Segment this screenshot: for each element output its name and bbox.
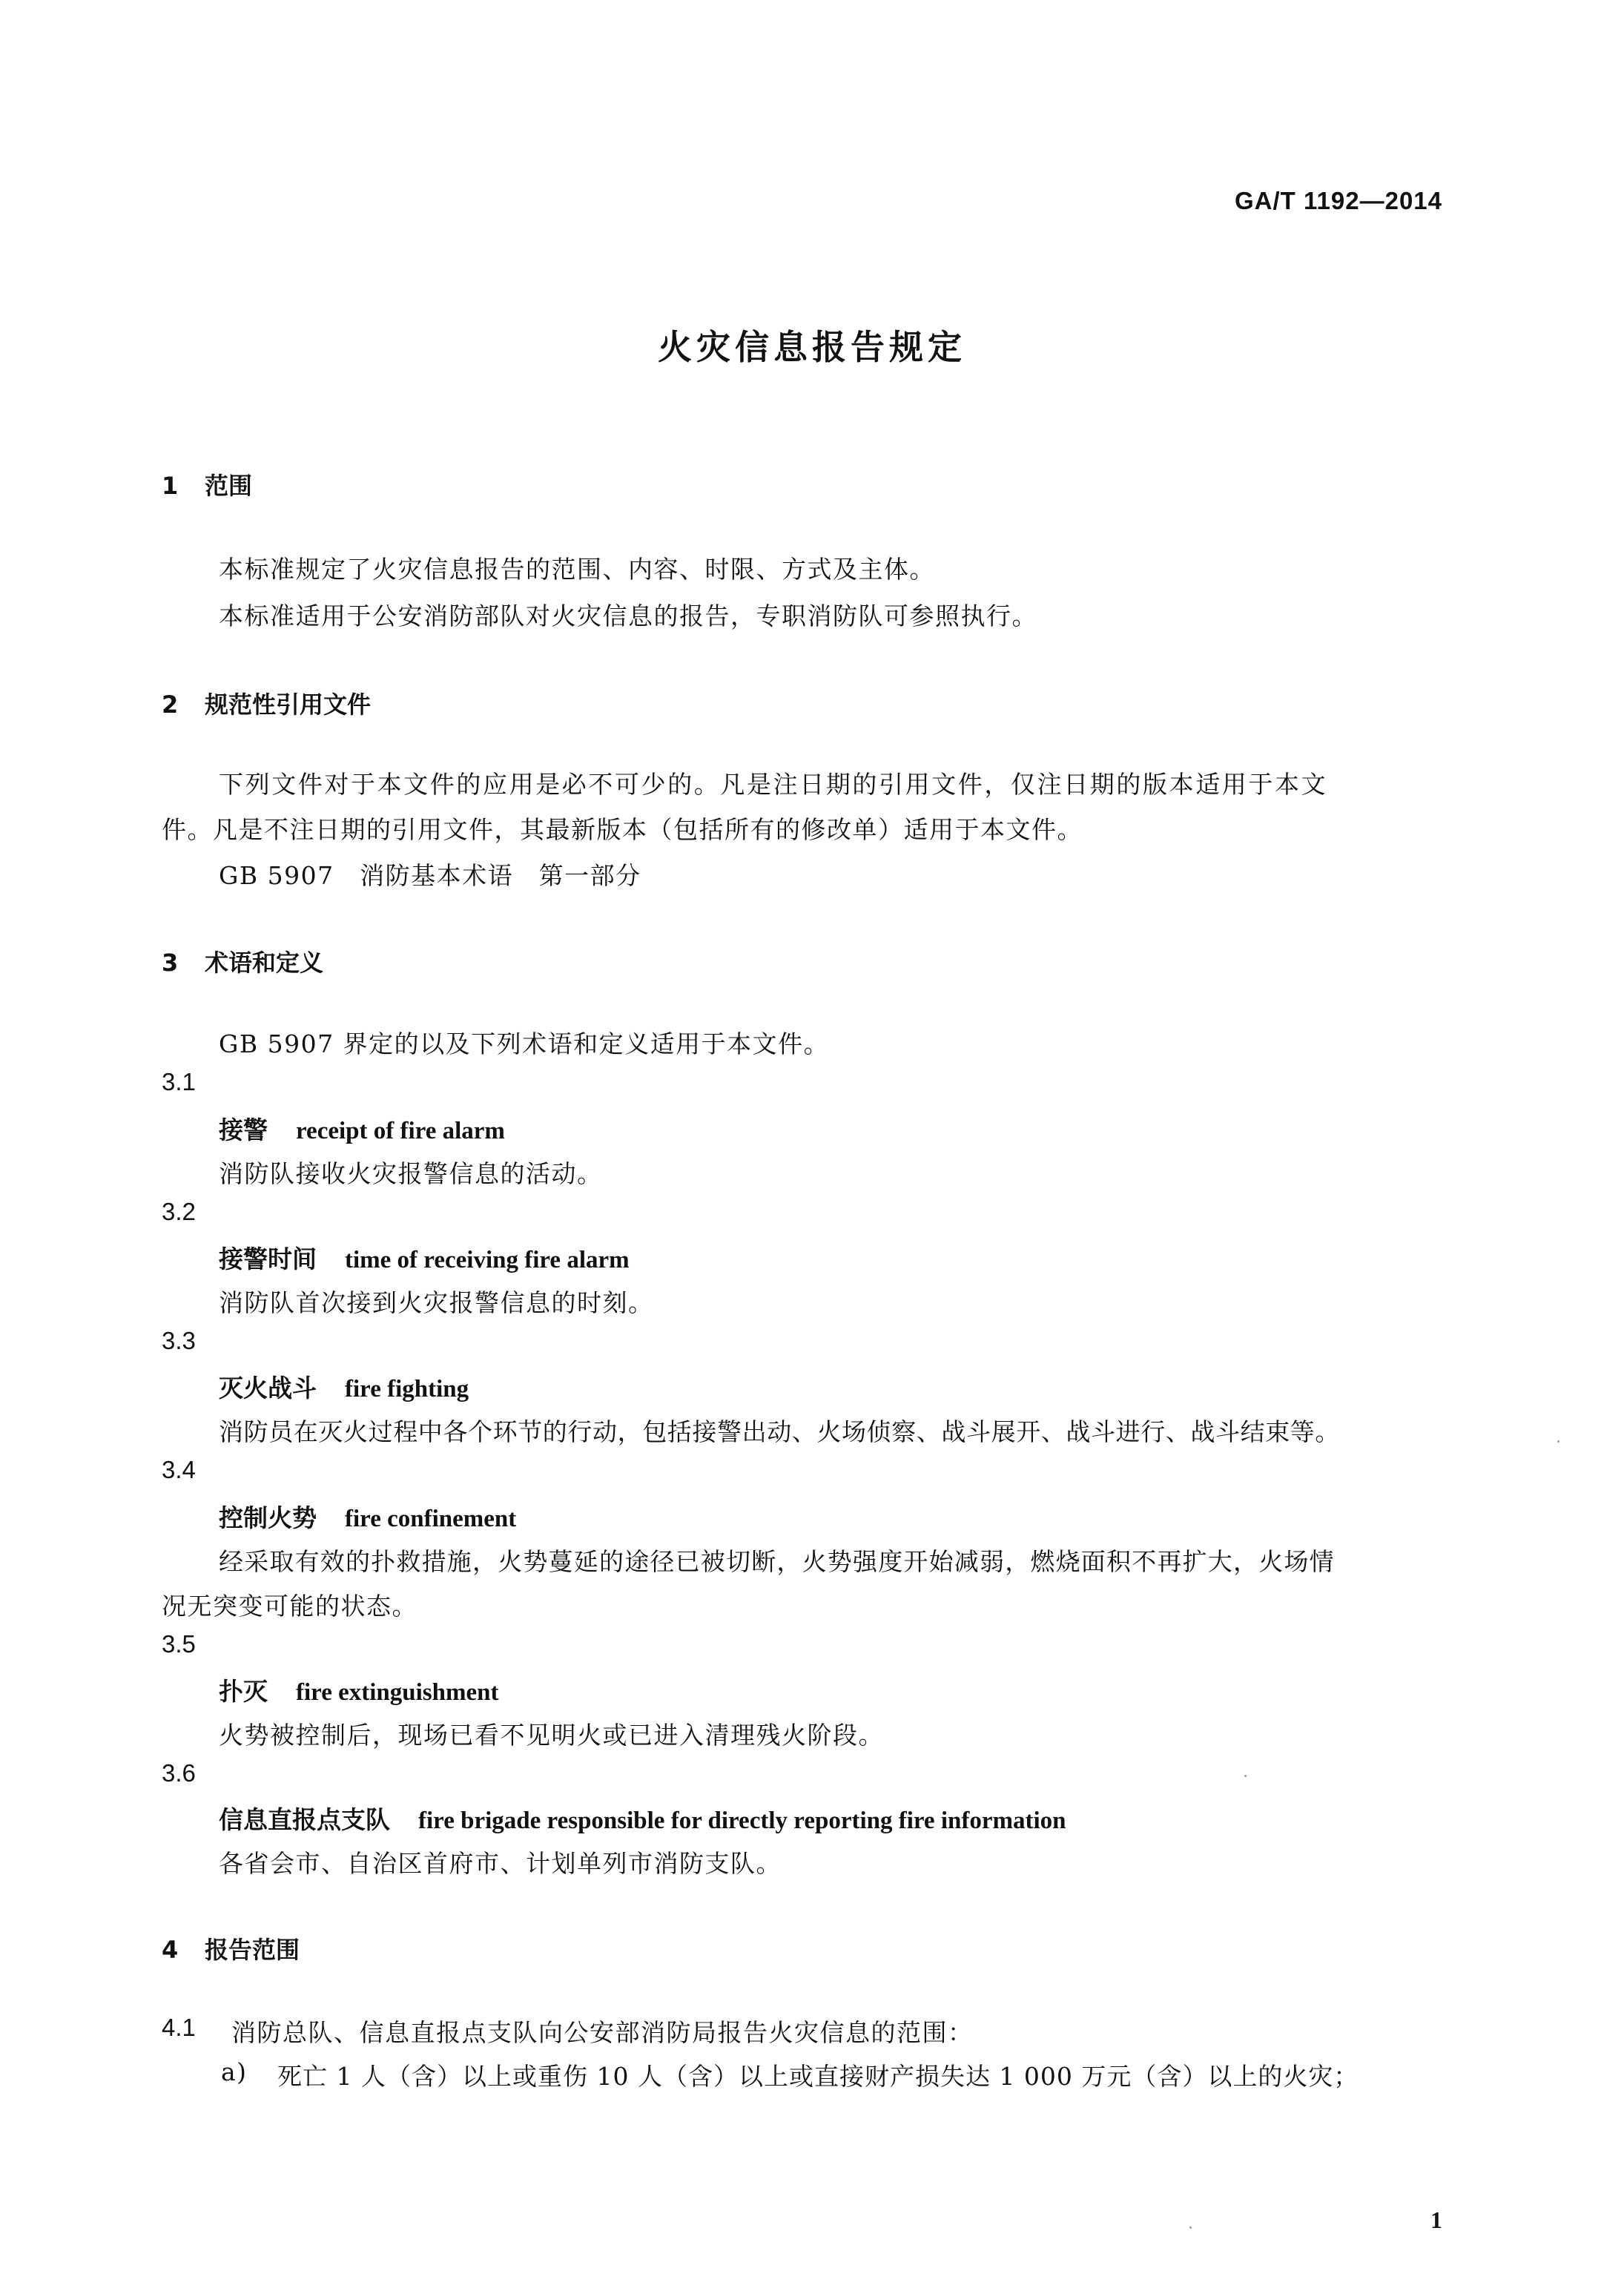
- term-number: 3.6: [162, 1759, 196, 1787]
- section-title: 范围: [205, 472, 253, 500]
- term-english: fire brigade responsible for directly reporting fire information: [418, 1807, 1066, 1834]
- page-number: 1: [1430, 2206, 1442, 2233]
- section-number: 3: [162, 949, 179, 977]
- scan-speck: [1557, 1440, 1559, 1443]
- term-definition: 消防员在灭火过程中各个环节的行动，包括接警出动、火场侦察、战斗展开、战斗进行、战斗结束等。: [219, 1417, 1340, 1446]
- section-4-heading: [162, 1931, 300, 1965]
- term-definition: 消防队接收火灾报警信息的活动。: [219, 1159, 603, 1188]
- term-3-4: [219, 1499, 516, 1534]
- clause-number: 4.1: [162, 2014, 196, 2041]
- section-number: 2: [162, 690, 179, 719]
- list-item-label: a): [221, 2057, 248, 2086]
- term-chinese: 扑灭: [219, 1677, 268, 1706]
- term-3-6: [219, 1801, 1066, 1836]
- normative-reference: GB 5907 消防基本术语 第一部分: [219, 861, 641, 890]
- term-chinese: 控制火势: [219, 1503, 317, 1532]
- term-definition: 各省会市、自治区首府市、计划单列市消防支队。: [219, 1849, 782, 1878]
- term-3-2: [219, 1240, 630, 1275]
- section-2-paragraph-line-2: 件。凡是不注日期的引用文件，其最新版本（包括所有的修改单）适用于本文件。: [162, 815, 1083, 844]
- section-title: 规范性引用文件: [205, 690, 372, 719]
- section-number: 4: [162, 1936, 179, 1964]
- term-number: 3.2: [162, 1198, 196, 1225]
- term-english: fire fighting: [345, 1376, 469, 1403]
- term-chinese: 接警: [219, 1115, 268, 1144]
- term-definition-line-1: 经采取有效的扑救措施，火势蔓延的途径已被切断，火势强度开始减弱，燃烧面积不再扩大，火场情: [219, 1547, 1335, 1576]
- section-3-heading: [162, 944, 323, 978]
- term-number: 3.3: [162, 1327, 196, 1354]
- section-title: 术语和定义: [205, 949, 324, 977]
- term-definition: 火势被控制后，现场已看不见明火或已进入清理残火阶段。: [219, 1721, 884, 1750]
- section-1-heading: [162, 467, 252, 501]
- term-chinese: 信息直报点支队: [219, 1805, 390, 1834]
- section-3-intro: GB 5907 界定的以及下列术语和定义适用于本文件。: [219, 1029, 830, 1058]
- term-chinese: 灭火战斗: [219, 1374, 317, 1403]
- scan-speck: [1244, 1775, 1247, 1777]
- standard-code: GA/T 1192—2014: [1235, 187, 1442, 214]
- term-number: 3.1: [162, 1068, 196, 1095]
- document-title: 火灾信息报告规定: [658, 327, 966, 367]
- section-title: 报告范围: [205, 1936, 300, 1964]
- section-2-heading: [162, 686, 371, 720]
- term-english: time of receiving fire alarm: [345, 1247, 630, 1273]
- term-number: 3.4: [162, 1456, 196, 1483]
- term-definition: 消防队首次接到火灾报警信息的时刻。: [219, 1288, 654, 1317]
- section-1-paragraph-2: 本标准适用于公安消防部队对火灾信息的报告，专职消防队可参照执行。: [219, 601, 1037, 630]
- term-english: fire confinement: [345, 1506, 517, 1532]
- scan-speck: [1189, 2226, 1192, 2229]
- term-number: 3.5: [162, 1630, 196, 1658]
- section-2-paragraph-line-1: 下列文件对于本文件的应用是必不可少的。凡是注日期的引用文件，仅注日期的版本适用于本文: [219, 770, 1328, 799]
- term-3-1: [219, 1111, 505, 1146]
- term-english: receipt of fire alarm: [296, 1118, 505, 1144]
- term-3-5: [219, 1672, 498, 1707]
- term-chinese: 接警时间: [219, 1245, 317, 1273]
- clause-4-1-text: 消防总队、信息直报点支队向公安部消防局报告火灾信息的范围：: [231, 2018, 974, 2047]
- term-definition-line-2: 况无突变可能的状态。: [162, 1592, 417, 1621]
- term-3-3: [219, 1369, 469, 1404]
- section-number: 1: [162, 472, 179, 500]
- section-1-paragraph-1: 本标准规定了火灾信息报告的范围、内容、时限、方式及主体。: [219, 555, 935, 584]
- list-item-text: 死亡 1 人（含）以上或重伤 10 人（含）以上或直接财产损失达 1 000 万元（含）以上的火灾；: [277, 2062, 1359, 2091]
- term-english: fire extinguishment: [296, 1679, 499, 1706]
